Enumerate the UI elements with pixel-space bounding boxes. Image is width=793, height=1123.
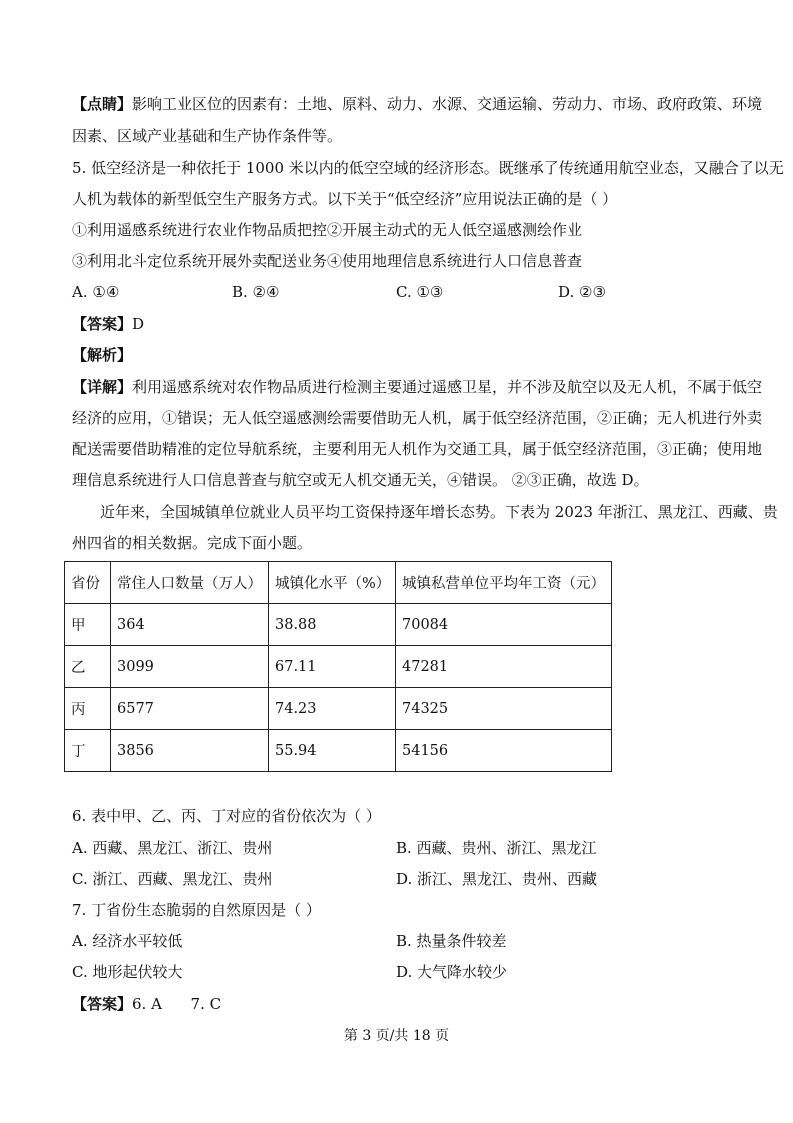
table-cell: 甲 [65,604,111,646]
q5-option-c: C. ①③ [396,283,444,301]
q7-option-b: B. 热量条件较差 [396,932,507,950]
q5-option-b: B. ②④ [232,283,280,301]
q5-statement-1: ①利用遥感系统进行农业作物品质把控②开展主动式的无人低空遥感测绘作业 [72,221,583,239]
table-cell: 47281 [396,646,612,688]
dianjing-text-1: 影响工业区位的因素有：土地、原料、动力、水源、交通运输、劳动力、市场、政府政策、环境 [132,95,763,113]
table-cell: 364 [111,604,269,646]
table-cell: 67.11 [269,646,396,688]
q7-option-c: C. 地形起伏较大 [72,963,183,981]
table-cell: 38.88 [269,604,396,646]
page-number: 第 3 页/共 18 页 [343,1028,450,1044]
q7-option-a: A. 经济水平较低 [72,932,183,950]
table-header-row [65,562,612,604]
q5-detail-line-1 [72,377,762,397]
table-cell: 丙 [65,688,111,730]
q5-option-d: D. ②③ [558,283,606,301]
province-data-table [64,561,612,772]
table-cell: 70084 [396,604,612,646]
table-cell: 3856 [111,730,269,772]
q5-detail-line-4: 理信息系统进行人口信息普查与航空或无人机交通无关，④错误。 ②③正确，故选 D。 [72,471,649,489]
table-row [65,688,612,730]
q6-option-d: D. 浙江、黑龙江、贵州、西藏 [396,870,598,888]
table-row [65,604,612,646]
q6-option-a: A. 西藏、黑龙江、浙江、贵州 [72,839,273,857]
intro-line-1: 近年来，全国城镇单位就业人员平均工资保持逐年增长态势。下表为 2023 年浙江、黑龙江、西藏、贵 [100,503,778,521]
dianjing-line-1 [72,94,762,114]
table-cell: 3099 [111,646,269,688]
table-cell: 乙 [65,646,111,688]
dianjing-tag: 【点睛】 [72,95,133,113]
q7-option-d: D. 大气降水较少 [396,963,508,981]
q5-answer-value: D [132,315,145,333]
answers-text: 6. A 7. C [132,995,222,1013]
q5-analysis-tag: 【解析】 [72,346,133,364]
q7-stem: 7. 丁省份生态脆弱的自然原因是（ ） [72,901,321,919]
table-cell: 74.23 [269,688,396,730]
dianjing-line-2: 因素、区域产业基础和生产协作条件等。 [72,127,343,145]
q6-option-b: B. 西藏、贵州、浙江、黑龙江 [396,839,597,857]
table-header-cell: 城镇私营单位平均年工资（元） [396,562,612,604]
table-header-cell: 省份 [65,562,111,604]
q5-statement-2: ③利用北斗定位系统开展外卖配送业务④使用地理信息系统进行人口信息普查 [72,252,583,270]
table-cell: 55.94 [269,730,396,772]
table-cell: 6577 [111,688,269,730]
q5-answer-tag: 【答案】 [72,315,133,333]
q5-stem-line-1: 5. 低空经济是一种依托于 1000 米以内的低空空域的经济形态。既继承了传统通用航空业态，又融合了以无 [72,159,784,177]
q5-detail-line-2: 经济的应用，①错误；无人低空遥感测绘需要借助无人机，属于低空经济范围，②正确；无人机进行外卖 [72,409,763,427]
q5-answer [72,314,144,334]
table-row [65,730,612,772]
q6-option-c: C. 浙江、西藏、黑龙江、贵州 [72,870,273,888]
q5-detail-tag: 【详解】 [72,378,133,396]
table-cell: 54156 [396,730,612,772]
table-header-cell: 城镇化水平（%） [269,562,396,604]
q5-detail-text-1: 利用遥感系统对农作物品质进行检测主要通过遥感卫星，并不涉及航空以及无人机，不属于低空 [132,378,763,396]
intro-line-2: 州四省的相关数据。完成下面小题。 [72,534,313,552]
q6-q7-answer [72,994,221,1014]
table-cell: 74325 [396,688,612,730]
q5-stem-line-2: 人机为载体的新型低空生产服务方式。以下关于“低空经济”应用说法正确的是（ ） [72,190,618,208]
q6-stem: 6. 表中甲、乙、丙、丁对应的省份依次为（ ） [72,807,381,825]
answers-tag: 【答案】 [72,995,133,1013]
q5-detail-line-3: 配送需要借助精准的定位导航系统，主要利用无人机作为交通工具，属于低空经济范围，③正确；使用地 [72,440,763,458]
table-header-cell: 常住人口数量（万人） [111,562,269,604]
table-row [65,646,612,688]
table-cell: 丁 [65,730,111,772]
q5-option-a: A. ①④ [72,283,120,301]
